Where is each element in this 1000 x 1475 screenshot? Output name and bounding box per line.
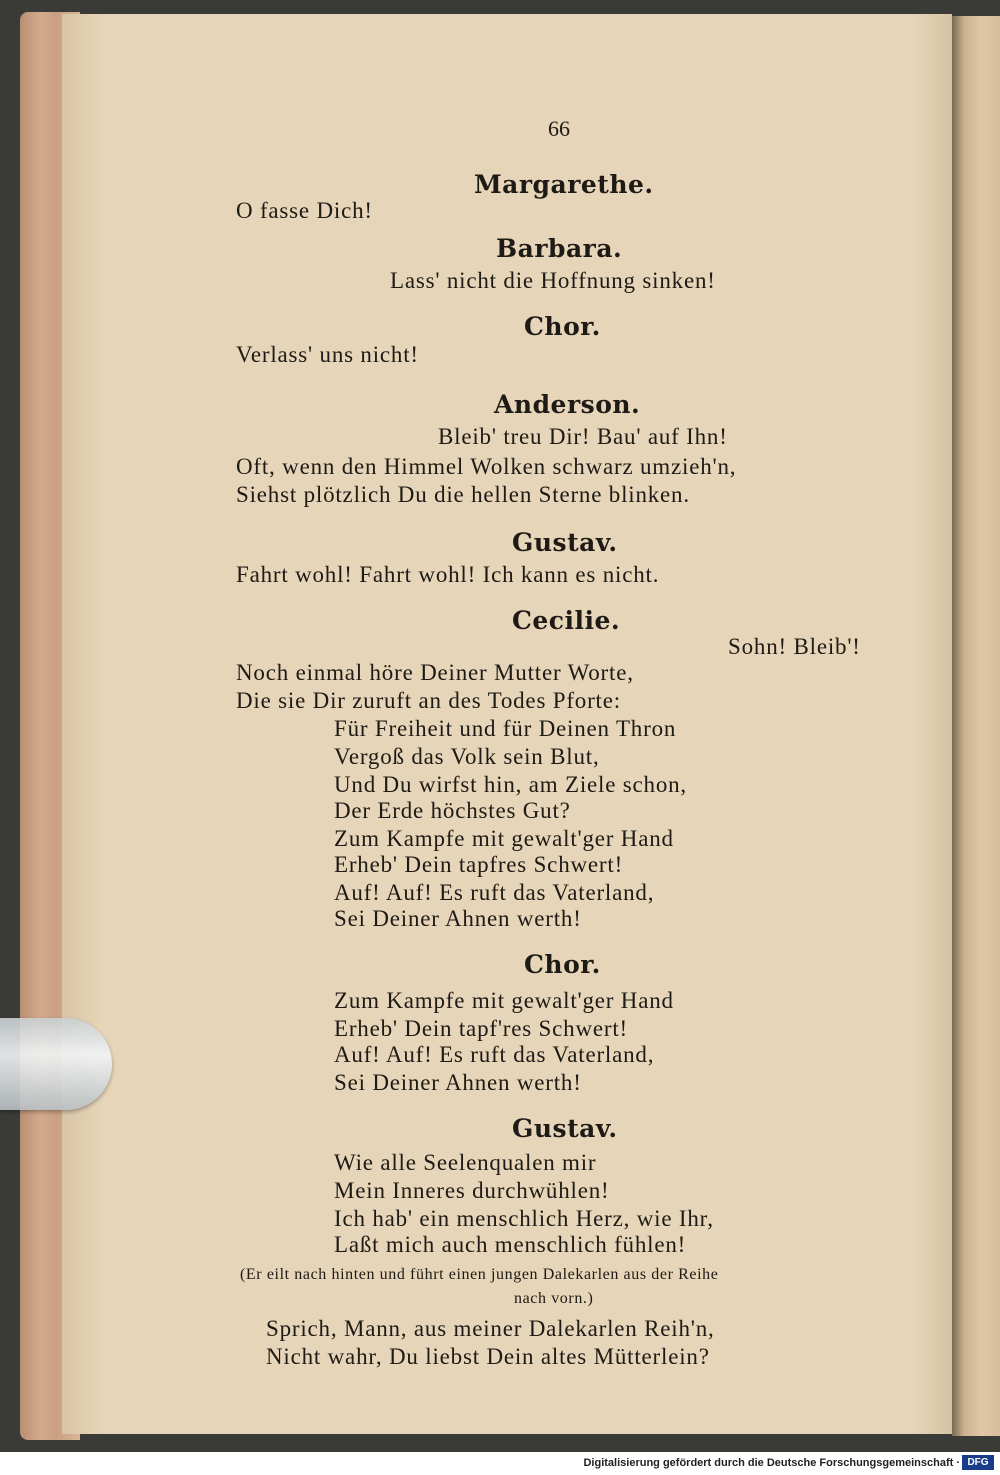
verse-line: Auf! Auf! Es ruft das Vaterland,: [334, 880, 655, 905]
verse-line: Sei Deiner Ahnen werth!: [334, 906, 582, 931]
speaker-anderson: Anderson.: [494, 390, 641, 419]
verse-line: Ich hab' ein menschlich Herz, wie Ihr,: [334, 1206, 714, 1231]
verse-line: Und Du wirfst hin, am Ziele schon,: [334, 772, 687, 797]
speaker-margarethe: Margarethe.: [474, 170, 654, 199]
verse-line: Verlass' uns nicht!: [236, 342, 419, 367]
verse-line: Laßt mich auch menschlich fühlen!: [334, 1232, 687, 1257]
verse-line: Sprich, Mann, aus meiner Dalekarlen Reih'n,: [266, 1316, 715, 1341]
stage-direction: nach vorn.): [514, 1290, 594, 1307]
verse-line: Vergoß das Volk sein Blut,: [334, 744, 600, 769]
verse-line: Oft, wenn den Himmel Wolken schwarz umzieh'n,: [236, 454, 737, 479]
page-clip: [0, 1018, 112, 1110]
verse-line: Der Erde höchstes Gut?: [334, 798, 571, 823]
verse-line: Die sie Dir zuruft an des Todes Pforte:: [236, 688, 621, 713]
verse-line: Erheb' Dein tapf'res Schwert!: [334, 1016, 628, 1041]
verse-line: Zum Kampfe mit gewalt'ger Hand: [334, 826, 674, 851]
verse-line: Zum Kampfe mit gewalt'ger Hand: [334, 988, 674, 1013]
verse-line: Noch einmal höre Deiner Mutter Worte,: [236, 660, 634, 685]
speaker-chor: Chor.: [524, 950, 601, 979]
footer-credit: Digitalisierung gefördert durch die Deutsche Forschungsgemeinschaft ·: [583, 1457, 960, 1469]
speaker-gustav: Gustav.: [512, 528, 618, 557]
verse-line: Mein Inneres durchwühlen!: [334, 1178, 610, 1203]
verse-line: O fasse Dich!: [236, 198, 373, 223]
verse-line: Siehst plötzlich Du die hellen Sterne blinken.: [236, 482, 690, 507]
facing-page-edge: [952, 16, 1000, 1436]
verse-line: Auf! Auf! Es ruft das Vaterland,: [334, 1042, 655, 1067]
speaker-chor: Chor.: [524, 312, 601, 341]
page-number: 66: [548, 116, 570, 141]
verse-line: Wie alle Seelenqualen mir: [334, 1150, 597, 1175]
verse-line: Sei Deiner Ahnen werth!: [334, 1070, 582, 1095]
stage-direction: (Er eilt nach hinten und führt einen jungen Dalekarlen aus der Reihe: [240, 1266, 719, 1283]
speaker-cecilie: Cecilie.: [512, 606, 621, 635]
speaker-gustav: Gustav.: [512, 1114, 618, 1143]
verse-line: Für Freiheit und für Deinen Thron: [334, 716, 677, 741]
verse-line: Fahrt wohl! Fahrt wohl! Ich kann es nicht.: [236, 562, 660, 587]
verse-line: Erheb' Dein tapfres Schwert!: [334, 852, 624, 877]
dfg-logo: DFG: [962, 1455, 994, 1470]
speaker-barbara: Barbara.: [496, 234, 623, 263]
verse-line: Nicht wahr, Du liebst Dein altes Mütterlein?: [266, 1344, 710, 1369]
verse-line: Bleib' treu Dir! Bau' auf Ihn!: [438, 424, 728, 449]
verse-line: Sohn! Bleib'!: [728, 634, 861, 659]
verse-line: Lass' nicht die Hoffnung sinken!: [390, 268, 716, 293]
